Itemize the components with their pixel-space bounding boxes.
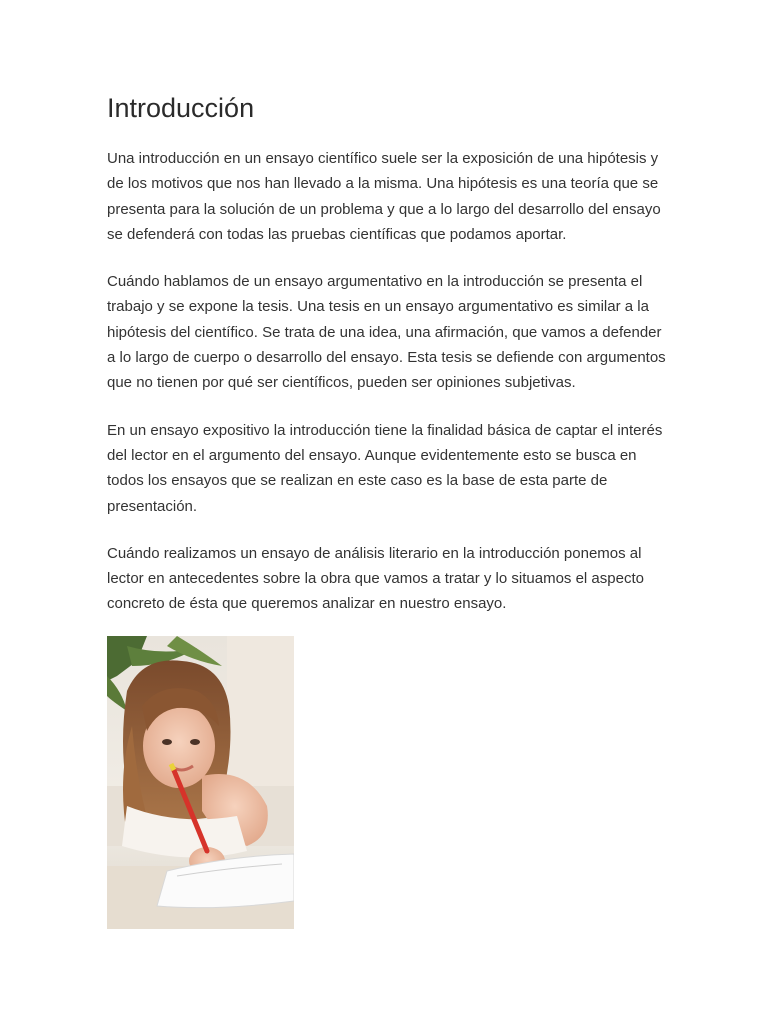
- page-title: Introducción: [107, 93, 255, 123]
- paragraph-argumentative-essay: Cuándo hablamos de un ensayo argumentativo en la introducción se presenta el trabajo y se expone la tesis. Una tesis en un ensayo argumentativo es similar a la hipótesis del científico. Se trata de una idea, una afirmación, que vamos a defender a lo largo de cuerpo o desarrollo del ensayo. Esta tesis se defiende con argumentos que no tienen por qué ser científicos, pueden ser opiniones subjetivas.: [107, 273, 666, 392]
- girl-writing-photo: [107, 636, 294, 929]
- paragraph-scientific-essay: Una introducción en un ensayo científico suele ser la exposición de una hipótesis y de los motivos que nos han llevado a la misma. Una hipótesis es una teoría que se presenta para la solución de un problema y que a lo largo del desarrollo del ensayo se defenderá con todas las pruebas científicas que podamos aportar.: [107, 150, 661, 243]
- article: [107, 88, 667, 639]
- paragraph-literary-analysis-essay: Cuándo realizamos un ensayo de análisis literario en la introducción ponemos al lector en antecedentes sobre la obra que vamos a tratar y lo situamos el aspecto concreto de ésta que queremos analizar en nuestro ensayo.: [107, 544, 644, 613]
- paragraph-expository-essay: En un ensayo expositivo la introducción tiene la finalidad básica de captar el interés del lector en el argumento del ensayo. Aunque evidentemente esto se busca en todos los ensayos que se realizan en este caso es la base de esta parte de presentación.: [107, 421, 663, 515]
